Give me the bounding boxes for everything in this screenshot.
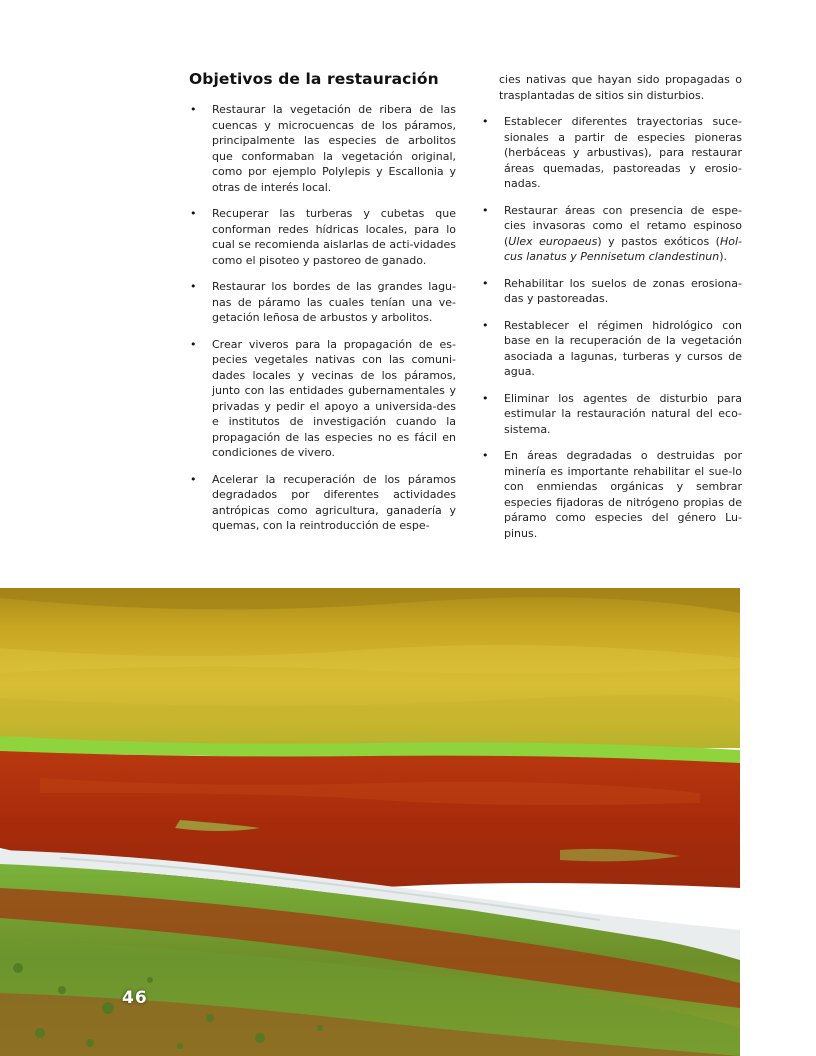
list-item [482, 203, 742, 265]
list-item [190, 206, 456, 268]
list-item-text [504, 204, 742, 264]
landscape-illustration [0, 588, 740, 1056]
bullet-icon: • [190, 337, 197, 351]
list-item [482, 114, 742, 192]
list-item-text: En áreas degradadas o destruidas por minería es importante rehabilitar el sue-lo con enmiendas orgánicas y sembrar especies fijadoras de nitrógeno propias de páramo como especies del género Lu-pinus. [504, 449, 742, 540]
text-segment: ). [719, 250, 728, 263]
page-number: 46 [122, 988, 148, 1008]
list-item [190, 102, 456, 195]
bullet-icon: • [482, 203, 489, 217]
list-item [482, 276, 742, 307]
list-item-text: Recuperar las turberas y cubetas que conforman redes hídricas locales, para lo cual se recomienda aislarlas de acti-vidades como el pisoteo y pastoreo de ganado. [212, 207, 456, 267]
bullet-icon: • [190, 472, 197, 486]
list-item [482, 448, 742, 541]
list-item-text: Eliminar los agentes de disturbio para estimular la restauración natural del eco-sistema. [504, 391, 742, 436]
list-item-text: Restablecer el régimen hidrológico con base en la recuperación de la vegetación asociada a lagunas, turberas y cursos de agua. [504, 318, 742, 378]
bullet-icon: • [190, 103, 197, 116]
bullet-icon: • [190, 207, 197, 220]
list-item-text: Establecer diferentes trayectorias suce-sionales a partir de especies pioneras (herbáceas y arbustivas), para restaurar áreas quemadas, pastoreadas y erosio-nadas. [504, 115, 742, 190]
list-item [482, 318, 742, 380]
section-heading: Objetivos de la restauración [189, 70, 439, 88]
species-name: Hol-cus lanatus y Pennisetum clandestinun [504, 234, 742, 263]
bullet-icon: • [482, 449, 489, 462]
bullet-icon: • [482, 318, 489, 332]
bullet-icon: • [482, 115, 489, 128]
left-column-list [190, 102, 456, 545]
bullet-icon: • [190, 280, 197, 293]
list-item [482, 391, 742, 438]
text-segment: ) y pastos exóticos ( [597, 234, 720, 248]
text-segment: Restaurar áreas con presencia de espe-cies invasoras como el retamo espinoso ( [504, 203, 742, 248]
list-item [190, 472, 456, 534]
paramo-landscape-photo [0, 588, 740, 1056]
bullet-icon: • [482, 276, 489, 290]
species-name: Ulex europaeus [508, 234, 598, 248]
list-item-continuation [482, 72, 742, 103]
list-item-text: Acelerar la recuperación de los páramos degradados por diferentes actividades antrópicas como agricultura, ganadería y quemas, con la reintroducción de espe- [212, 472, 456, 532]
right-column-list [482, 72, 742, 552]
list-item [190, 279, 456, 326]
list-item [190, 337, 456, 461]
list-item-text: Crear viveros para la propagación de es-pecies vegetales nativas con las comuni-dades locales y vecinas de los páramos, junto con las entidades gubernamentales y privadas y pedir el apoyo a universida-des e institutos de investigación cuando la propagación de las especies no es fácil en condiciones de vivero. [212, 337, 456, 459]
list-item-text: Restaurar la vegetación de ribera de las cuencas y microcuencas de los páramos, principalmente las especies de arbolitos que conformaban la vegetación original, como por ejemplo Polylepis y Escallonia y otras de interés local. [212, 103, 456, 194]
list-item-text: Rehabilitar los suelos de zonas erosiona-das y pastoreadas. [504, 276, 742, 305]
list-item-text: Restaurar los bordes de las grandes lagu-nas de páramo las cuales tenían una ve-getación leñosa de arbustos y arbolitos. [212, 280, 456, 324]
list-item-text: cies nativas que hayan sido propagadas o trasplantadas de sitios sin disturbios. [499, 73, 742, 102]
bullet-icon: • [482, 391, 489, 405]
